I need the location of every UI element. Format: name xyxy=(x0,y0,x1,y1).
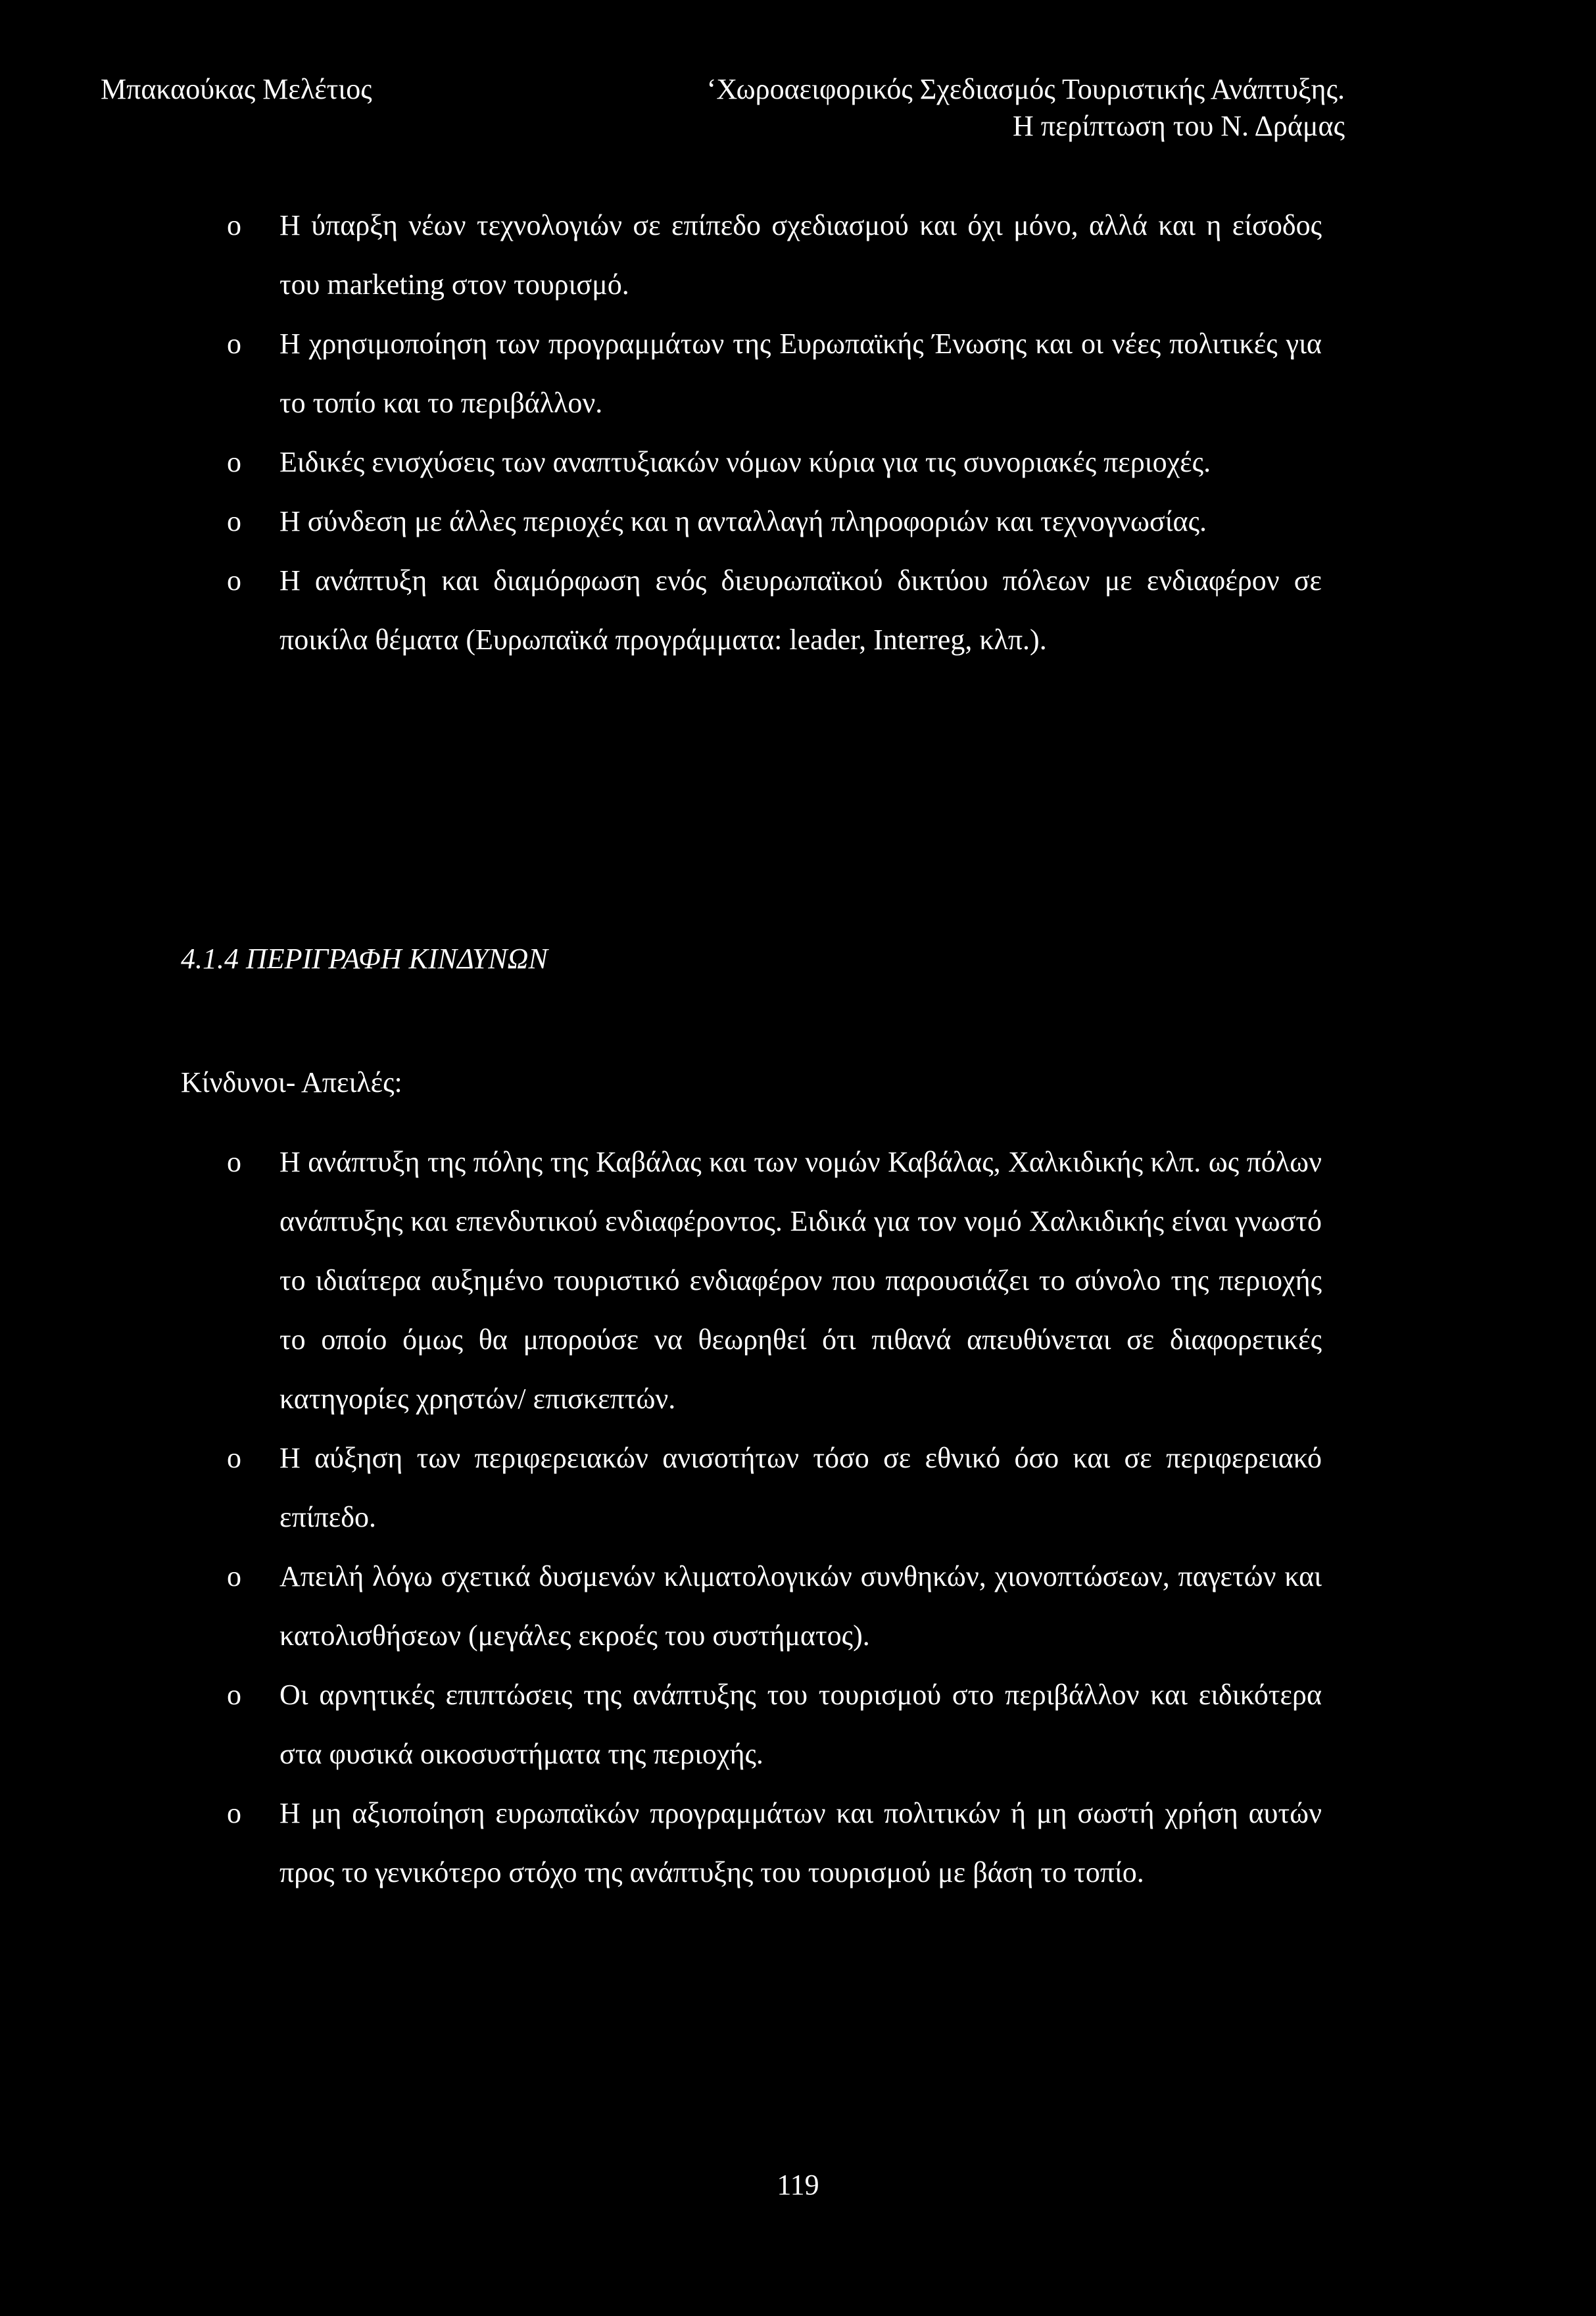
list-item xyxy=(227,1784,1322,1902)
list-item xyxy=(227,551,1322,670)
list-item-text: Ειδικές ενισχύσεις των αναπτυξιακών νόμων κύρια για τις συνοριακές περιοχές. xyxy=(279,446,1211,478)
list-item-text: Απειλή λόγω σχετικά δυσμενών κλιματολογικών συνθηκών, χιονοπτώσεων, παγετών και κατολισθήσεων (μεγάλες εκροές του συστήματος). xyxy=(279,1560,1322,1652)
list-item-text: Η ύπαρξη νέων τεχνολογιών σε επίπεδο σχεδιασμού και όχι μόνο, αλλά και η είσοδος του marketing στον τουρισμό. xyxy=(279,209,1322,301)
section-heading: 4.1.4 ΠΕΡΙΓΡΑΦΗ ΚΙΝΔΥΝΩΝ xyxy=(181,943,548,975)
list-item-text: Η αύξηση των περιφερειακών ανισοτήτων τόσο σε εθνικό όσο και σε περιφερειακό επίπεδο. xyxy=(279,1442,1322,1533)
list-item-text: Η χρησιμοποίηση των προγραμμάτων της Ευρωπαϊκής Ένωσης και οι νέες πολιτικές για το τοπίο και το περιβάλλον. xyxy=(279,328,1322,419)
opportunities-list xyxy=(0,196,1596,670)
header-title-line2: Η περίπτωση του Ν. Δράμας xyxy=(1012,110,1345,142)
section-subheading: Κίνδυνοι- Απειλές: xyxy=(181,1066,402,1098)
bullet-icon: o xyxy=(227,1679,241,1711)
list-item xyxy=(227,1133,1322,1429)
bullet-icon: o xyxy=(227,505,241,537)
bullet-icon: o xyxy=(227,1797,241,1829)
list-item xyxy=(227,1665,1322,1784)
bullet-icon: o xyxy=(227,1560,241,1592)
list-item-text: Οι αρνητικές επιπτώσεις της ανάπτυξης του τουρισμού στο περιβάλλον και ειδικότερα στα φυσικά οικοσυστήματα της περιοχής. xyxy=(279,1679,1322,1770)
list-item xyxy=(227,314,1322,433)
bullet-icon: o xyxy=(227,1146,241,1178)
header-title xyxy=(707,71,1345,145)
bullet-icon: o xyxy=(227,209,241,241)
header-title-line1: ‘Χωροαειφορικός Σχεδιασμός Τουριστικής Ανάπτυξης. xyxy=(706,73,1345,105)
list-item xyxy=(227,196,1322,314)
bullet-icon: o xyxy=(227,1442,241,1474)
page-number: 119 xyxy=(777,2169,819,2201)
list-item xyxy=(227,433,1322,492)
bullet-icon: o xyxy=(227,564,241,597)
list-item xyxy=(227,1429,1322,1547)
bullet-icon: o xyxy=(227,446,241,478)
list-item-text: Η μη αξιοποίηση ευρωπαϊκών προγραμμάτων και πολιτικών ή μη σωστή χρήση αυτών προς το γενικότερο στόχο της ανάπτυξης του τουρισμού με βάση το τοπίο. xyxy=(279,1797,1322,1888)
list-item-text: Η ανάπτυξη και διαμόρφωση ενός διευρωπαϊκού δικτύου πόλεων με ενδιαφέρον σε ποικίλα θέματα (Ευρωπαϊκά προγράμματα: leader, Interreg, κλπ.). xyxy=(279,564,1322,656)
header-author: Μπακαούκας Μελέτιος xyxy=(101,73,372,105)
threats-list xyxy=(0,1133,1596,1902)
list-item-text: Η ανάπτυξη της πόλης της Καβάλας και των νομών Καβάλας, Χαλκιδικής κλπ. ως πόλων ανάπτυξης και επενδυτικού ενδιαφέροντος. Ειδικά για τον νομό Χαλκιδικής είναι γνωστό το ιδιαίτερα αυξημένο τουριστικό ενδιαφέρον που παρουσιάζει το σύνολο της περιοχής το οποίο όμως θα μπορούσε να θεωρηθεί ότι πιθανά απευθύνεται σε διαφορετικές κατηγορίες χρηστών/ επισκεπτών. xyxy=(279,1146,1322,1415)
list-item xyxy=(227,1547,1322,1665)
bullet-icon: o xyxy=(227,328,241,360)
list-item-text: Η σύνδεση με άλλες περιοχές και η ανταλλαγή πληροφοριών και τεχνογνωσίας. xyxy=(279,505,1207,537)
list-item xyxy=(227,492,1322,551)
